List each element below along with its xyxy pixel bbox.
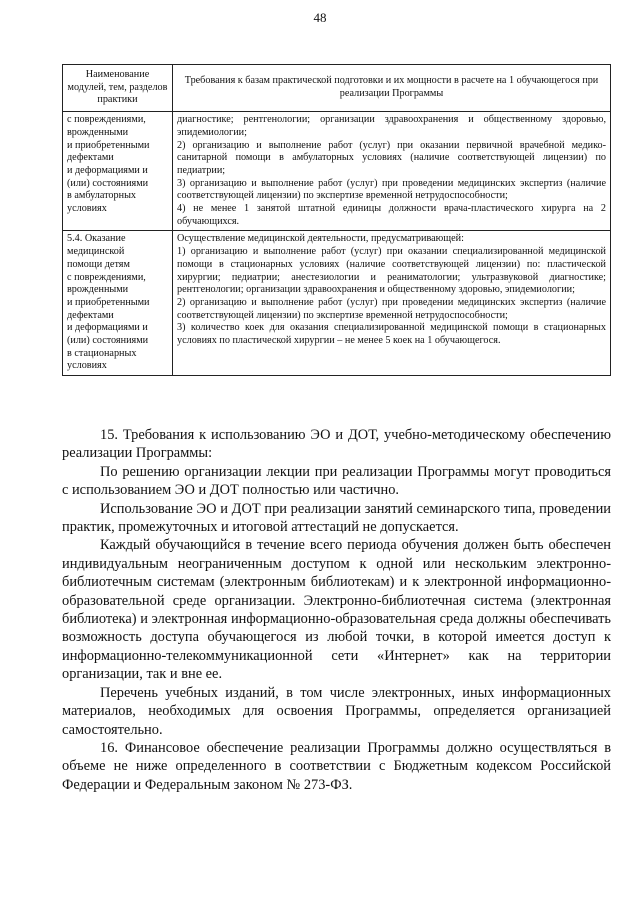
requirement-item: 3) организацию и выполнение работ (услуг) при проведении медицинских экспертиз (наличие соответствующей лицензии) по экспертизе временной нетрудоспособности;: [177, 177, 606, 202]
paragraph: По решению организации лекции при реализации Программы могут проводиться с использованием ЭО и ДОТ полностью или частично.: [62, 463, 611, 499]
paragraph: Перечень учебных изданий, в том числе электронных, иных информационных материалов, необходимых для освоения Программы, определяется организацией самостоятельно.: [62, 684, 611, 738]
document-body: [62, 426, 611, 794]
requirement-item: 1) организацию и выполнение работ (услуг) при оказании специализированной медицинской помощи в стационарных условиях (наличие соответствующей лицензии) по: пластической хирургии; педиатрии; анестезиологии и реаниматологии; ультразвуковой диагностике; рентгенологии; организации здравоохранения и общественному здоровью, эпидемиологии;: [177, 246, 606, 296]
header-modules: Наименование модулей, тем, разделов практики: [63, 65, 173, 112]
paragraph-section-15: 15. Требования к использованию ЭО и ДОТ, учебно-методическому обеспечению реализации Программы:: [62, 427, 611, 462]
requirement-item: Осуществление медицинской деятельности, предусматривающей:: [177, 233, 464, 245]
header-requirements: Требования к базам практической подготовки и их мощности в расчете на 1 обучающегося при реализации Программы: [173, 65, 611, 112]
requirement-item: 2) организацию и выполнение работ (услуг) при оказании первичной врачебной медико-санитарной помощи в амбулаторных условиях (наличие соответствующей лицензии) по педиатрии;: [177, 139, 606, 176]
paragraph: Каждый обучающийся в течение всего периода обучения должен быть обеспечен индивидуальным неограниченным доступом к одной или нескольким электронно-библиотечным системам (электронным библиотекам) и к электронной информационно-образовательной среде организации. Электронно-библиотечная система (электронная библиотека) и электронная информационно-образовательная среда должны обеспечивать возможность доступа обучающегося из любой точки, в которой имеется доступ к информационно-телекоммуникационной сети «Интернет» как на территории организации, так и вне ее.: [62, 537, 611, 683]
requirements-table: [62, 64, 611, 376]
requirement-item: диагностике; рентгенологии; организации здравоохранения и общественному здоровью, эпидемиологии;: [177, 114, 606, 138]
table-header-row: [63, 65, 611, 112]
requirements-cell: [173, 231, 611, 376]
requirement-item: 3) количество коек для оказания специализированной медицинской помощи в стационарных условиях по пластической хирургии – не менее 5 коек на 1 обучающегося.: [177, 322, 606, 347]
requirements-cell: [173, 112, 611, 231]
paragraph-section-16: 16. Финансовое обеспечение реализации Программы должно осуществляться в объеме не ниже определенного в соответствии с Бюджетным кодексом Российской Федерации и Федеральным законом № 273-ФЗ.: [62, 739, 611, 793]
page-number: 48: [313, 10, 327, 25]
paragraph: Использование ЭО и ДОТ при реализации занятий семинарского типа, проведении практик, промежуточных и итоговой аттестаций не допускается.: [62, 500, 611, 536]
table-row: [63, 231, 611, 376]
table-row: [63, 112, 611, 231]
requirement-item: 2) организацию и выполнение работ (услуг) при проведении медицинских экспертиз (наличие соответствующей лицензии) по экспертизе временной нетрудоспособности;: [177, 296, 606, 321]
module-name-cell: с повреждениями, врожденными и приобретенными дефектами и деформациями и (или) состояниями в амбулаторных условиях: [63, 112, 173, 231]
module-name-cell: 5.4. Оказание медицинской помощи детям с повреждениями, врожденными и приобретенными дефектами и деформациями и (или) состояниями в стационарных условиях: [63, 231, 173, 376]
requirement-item: 4) не менее 1 занятой штатной единицы должности врача-пластического хирурга на 2 обучающихся.: [177, 203, 606, 227]
